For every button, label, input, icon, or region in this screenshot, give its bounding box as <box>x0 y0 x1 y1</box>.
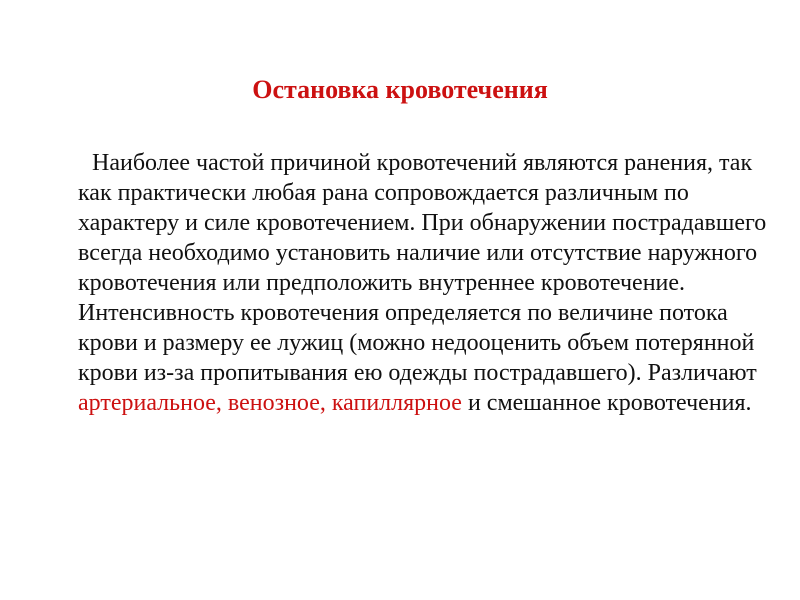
slide-title: Остановка кровотечения <box>252 75 548 104</box>
bleeding-types-highlight: артериальное, венозное, капиллярное <box>78 390 462 416</box>
paragraph-end-text: и смешанное кровотечения. <box>461 390 752 416</box>
paragraph-main-text: Наиболее частой причиной кровотечений являются ранения, так как практически любая рана сопровождается различным по характеру и силе кровотечением. При обнаружении пострадавшего всегда необходимо установить наличие или отсутствие наружного кровотечения или предположить внутреннее кровотечение. Интенсивность кровотечения определяется по величине потока крови и размеру ее лужиц (можно недооценить объем потерянной крови из-за пропитывания ею одежды пострадавшего). Различают <box>78 150 767 386</box>
body-paragraph <box>78 148 778 418</box>
